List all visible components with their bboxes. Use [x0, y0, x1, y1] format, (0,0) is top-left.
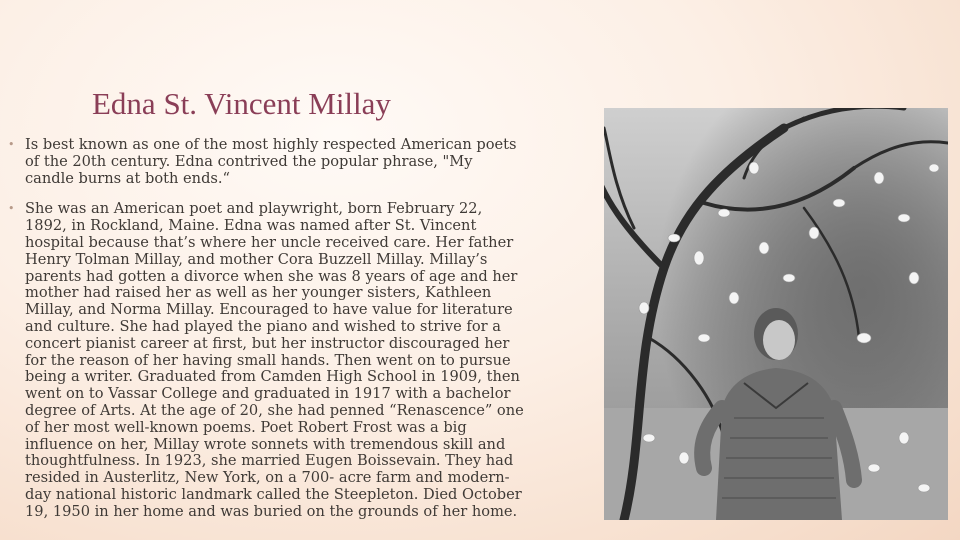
bullet-line: degree of Arts. At the age of 20, she had penned “Renascence” one — [25, 401, 524, 419]
bullet-line: resided in Austerlitz, New York, on a 700- acre farm and modern- — [25, 469, 510, 487]
bullet-line: mother had raised her as well as her younger sisters, Kathleen — [25, 284, 492, 302]
bullet-line: being a writer. Graduated from Camden High School in 1909, then — [25, 368, 520, 386]
bullet-line: and culture. She had played the piano and wished to strive for a — [25, 317, 501, 335]
bullet-line: Is best known as one of the most highly respected American poets — [25, 136, 517, 153]
bullet-line: Henry Tolman Millay, and mother Cora Buzzell Millay. Millay’s — [25, 250, 488, 268]
bullet-line: 19, 1950 in her home and was buried on the grounds of her home. — [25, 502, 518, 520]
bullet-line: candle burns at both ends.“ — [25, 169, 231, 187]
slide-title: Edna St. Vincent Millay — [92, 86, 391, 121]
bullet-line: Millay, and Norma Millay. Encouraged to have value for literature — [25, 301, 513, 319]
bullet-line: 1892, in Rockland, Maine. Edna was named after St. Vincent — [25, 217, 477, 235]
bullet-list — [8, 137, 593, 521]
bullet-dot-icon: • — [8, 202, 15, 216]
bullet-item — [8, 137, 593, 187]
bullet-line: thoughtfulness. In 1923, she married Eugen Boissevain. They had — [25, 452, 514, 470]
bullet-line: She was an American poet and playwright, born February 22, — [25, 200, 483, 218]
bullet-line: concert pianist career at first, but her instructor discouraged her — [25, 334, 510, 352]
bullet-line: of her most well-known poems. Poet Robert Frost was a big — [25, 418, 467, 436]
bullet-line: day national historic landmark called the Steepleton. Died October — [25, 485, 522, 503]
bullet-line: hospital because that’s where her uncle received care. Her father — [25, 233, 514, 251]
bullet-line: for the reason of her having small hands. Then went on to pursue — [25, 351, 511, 369]
portrait-photo — [604, 108, 948, 520]
portrait-photo-graphic — [604, 108, 948, 520]
bullet-line: went on to Vassar College and graduated in 1917 with a bachelor — [25, 385, 511, 403]
bullet-dot-icon: • — [8, 138, 15, 151]
bullet-item — [8, 201, 593, 520]
bullet-line: parents had gotten a divorce when she was 8 years of age and her — [25, 267, 518, 285]
bullet-line: of the 20th century. Edna contrived the popular phrase, "My — [25, 152, 473, 170]
bullet-line: influence on her, Millay wrote sonnets with tremendous skill and — [25, 435, 506, 453]
